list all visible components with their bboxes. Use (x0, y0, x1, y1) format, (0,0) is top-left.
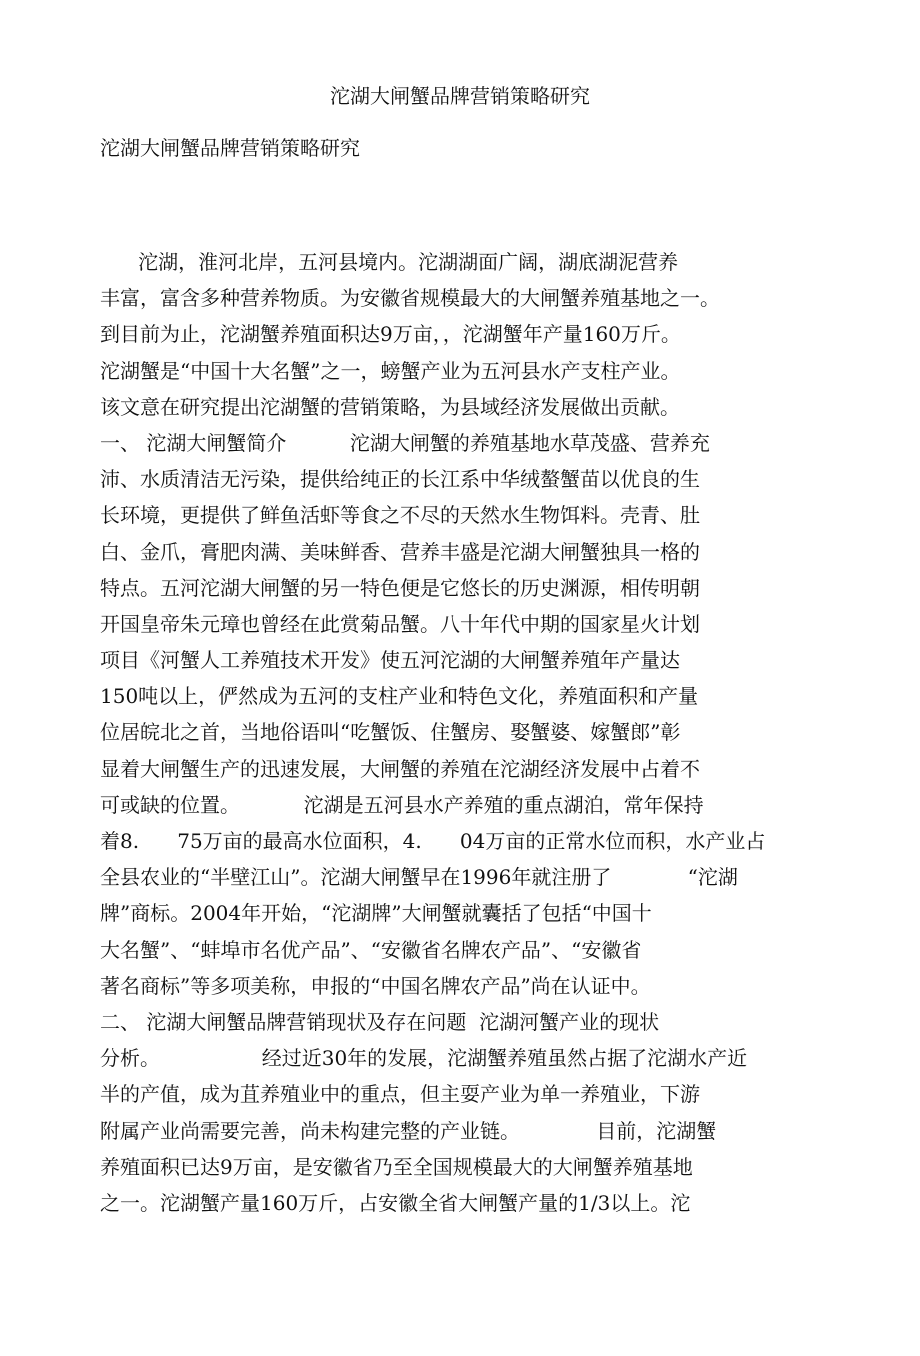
body-line: 白、金爪，膏肥肉满、美味鲜香、营养丰盛是沱湖大闸蟹独具一格的 (100, 539, 700, 564)
body-line: 可或缺的位置。 沱湖是五河县水产养殖的重点湖泊，常年保持 (100, 792, 704, 817)
document-title: 沱湖大闸蟹品牌营销策略研究 (100, 136, 360, 160)
body-line: 显着大闸蟹生产的迅速发展，大闸蟹的养殖在沱湖经济发展中占着不 (100, 756, 700, 781)
body-line: 项目《河蟹人工养殖技术开发》使五河沱湖的大闸蟹养殖年产量达 (100, 648, 680, 673)
body-line: 沱湖，淮河北岸，五河县境内。沱湖湖面广阔，湖底湖泥营养 (100, 250, 679, 274)
body-line: 二、 沱湖大闸蟹品牌营销现状及存在问题 沱湖河蟹产业的现状 (100, 1009, 660, 1034)
body-line: 位居皖北之首，当地俗语叫“吃蟹饭、住蟹房、娶蟹婆、嫁蟹郎”彰 (100, 720, 681, 745)
body-line: 半的产值，成为苴养殖业中的重点，但主耍产业为单一养殖业，下游 (100, 1082, 700, 1107)
body-line: 全县农业的“半壁江山”。沱湖大闸蟹早在1996年就注册了 “沱湖 (100, 865, 738, 890)
page-title: 沱湖大闸蟹品牌营销策略研究 (330, 84, 590, 108)
body-line: 一、 沱湖大闸蟹简介 沱湖大闸蟹的养殖基地水草茂盛、营养充 (100, 430, 710, 455)
body-line: 养殖面积已达9万亩，是安徽省乃至全国规模最大的大闸蟹养殖基地 (100, 1154, 693, 1179)
body-line: 沱湖蟹是“中国十大名蟹”之一，螃蟹产业为五河县水产支柱产业。 (100, 358, 681, 383)
body-line: 长环境，更提供了鲜鱼活虾等食之不尽的天然水生物饵料。壳青、肚 (100, 503, 700, 528)
body-line: 之一。沱湖蟹产量160万斤，占安徽全省大闸蟹产量的1/3以上。沱 (100, 1190, 691, 1215)
body-line: 150吨以上，俨然成为五河的支柱产业和特色文化，养殖面积和产量 (100, 684, 699, 709)
body-line: 大名蟹”、“蚌埠市名优产品”、“安徽省名牌农产品”、“安徽省 (100, 937, 642, 962)
body-line: 牌”商标。2004年开始，“沱湖牌”大闸蟹就囊括了包括“中国十 (100, 901, 652, 926)
body-line: 特点。五河沱湖大闸蟹的另一特色便是它悠长的历史渊源，相传明朝 (100, 575, 700, 600)
body-line: 到目前为止，沱湖蟹养殖面积达9万亩，，沱湖蟹年产量160万斤。 (100, 322, 681, 347)
document-body (100, 244, 840, 1221)
body-line: 着8. 75万亩的最高水位面积，4. 04万亩的正常水位而积，水产业占 (100, 829, 766, 853)
body-line: 分析。 经过近30年的发展，沱湖蟹养殖虽然占据了沱湖水产近 (100, 1046, 748, 1071)
body-line: 该文意在研究提出沱湖蟹的营销策略，为县域经济发展做出贡献。 (100, 394, 680, 419)
body-line: 沛、水质清洁无污染，提供给纯正的长江系中华绒螯蟹苗以优良的生 (100, 467, 700, 492)
body-line: 著名商标”等多项美称，申报的“中国名牌农产品”尚在认证中。 (100, 973, 651, 998)
body-line: 附属产业尚需要完善，尚未构建完整的产业链。 目前，沱湖蟹 (100, 1118, 717, 1143)
body-line: 丰富，富含多种营养物质。为安徽省规模最大的大闸蟹养殖基地之一。 (100, 286, 720, 311)
body-line: 开国皇帝朱元璋也曾经在此赏菊品蟹。八十年代中期的国家星火计划 (100, 611, 700, 636)
